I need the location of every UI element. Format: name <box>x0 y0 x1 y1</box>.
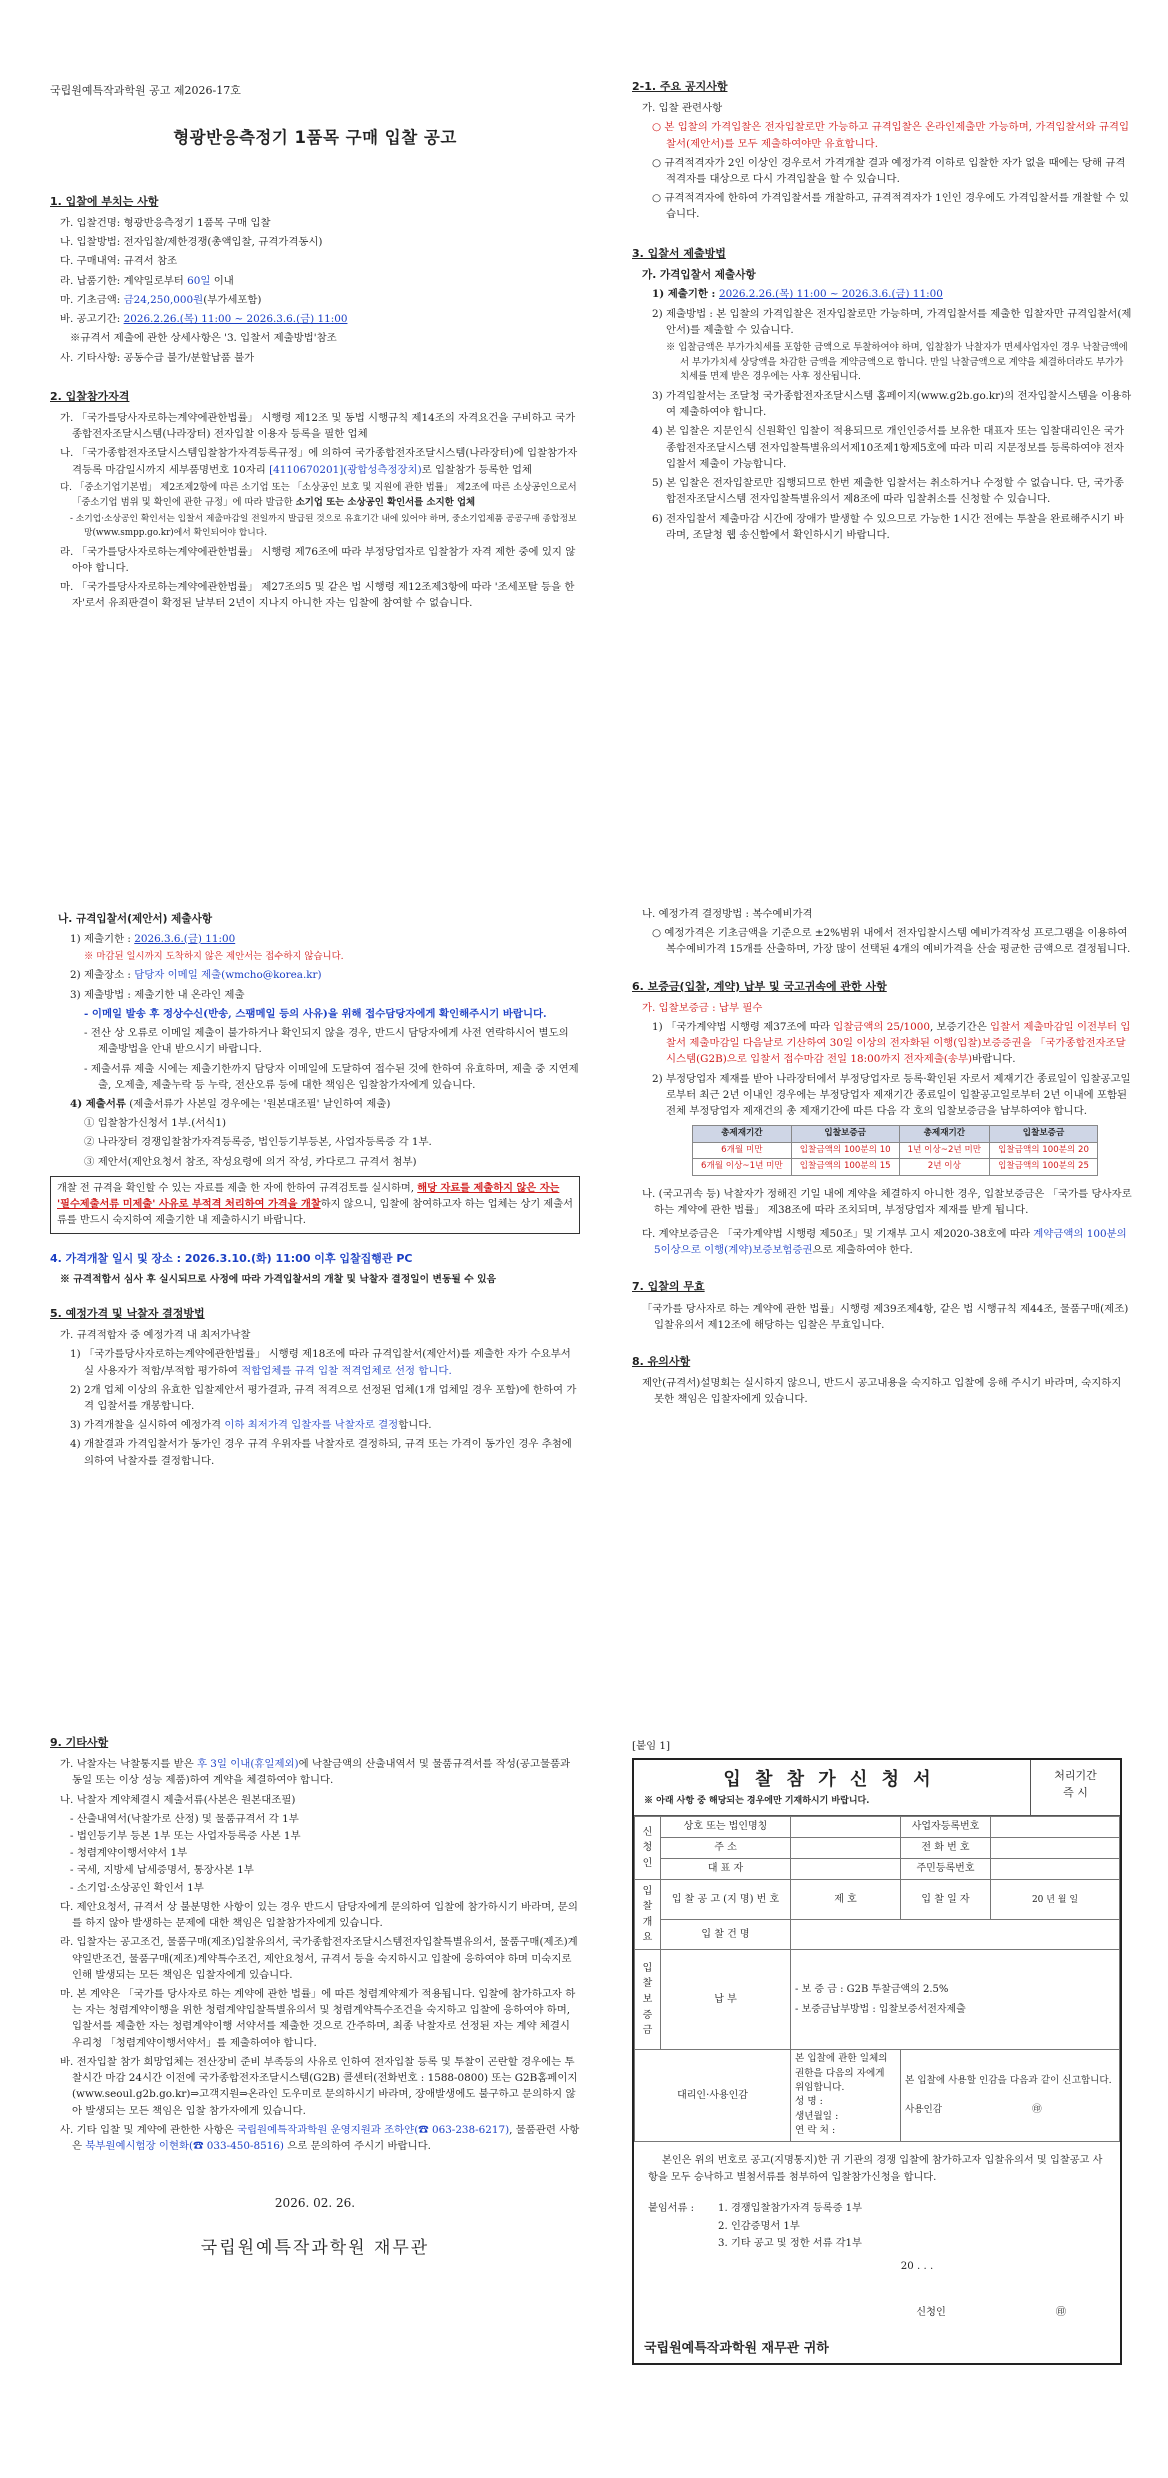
s5-item-b-detail: ○ 예정가격은 기초금액을 기준으로 ±2%범위 내에서 전자입찰시스템 예비가격작성 프로그램을 이용하여 복수예비가격 15개를 산출하며, 가장 많이 선택된 4개의 예비가격을 산술 평균한 금액으로 결정됩니다. <box>652 927 1131 956</box>
form-date: 20 . . . <box>900 2261 934 2273</box>
s3b-p4: 4) 제출서류 (제출서류가 사본일 경우에는 '원본대조필' 날인하여 제출) <box>70 1097 391 1110</box>
table-header: 총제재기간 <box>899 1126 989 1142</box>
s5-p1: 1) 「국가를당사자로하는계약에관한법률」 시행령 제18조에 따라 규격입찰서(제안서)를 제출한 자가 수요부서 실 사용자가 적합/부적합 평가하여 적합업체를 규격 입찰 적격업체로 선정 합니다. <box>70 1348 571 1377</box>
form-field-value[interactable] <box>991 1817 1120 1838</box>
document-title: 형광반응측정기 1품목 구매 입찰 공고 <box>173 128 457 148</box>
s6-item-a: 가. 입찰보증금 : 납부 필수 <box>642 1001 763 1014</box>
s9-item-b: 나. 낙찰자 계약체결시 제출서류(사본은 원본대조필) <box>60 1793 296 1806</box>
page-3 <box>0 1652 1168 2478</box>
s4-note: ※ 규격적합서 심사 후 실시되므로 사정에 따라 가격입찰서의 개찰 및 낙찰자 결정일이 변동될 수 있음 <box>60 1273 497 1285</box>
form-field-value[interactable]: 20 년 월 일 <box>991 1880 1120 1920</box>
s1-item-c: 다. 구매내역: 규격서 참조 <box>60 255 178 268</box>
table-row: 6개월 미만 입찰금액의 100분의 10 1년 이상~2년 미만 입찰금액의 100분의 20 <box>693 1142 1098 1158</box>
form-addressee: 국립원예특작과학원 재무관 귀하 <box>644 2340 829 2356</box>
page-1 <box>0 0 1168 826</box>
section-1-heading: 1. 입찰에 부치는 사항 <box>50 194 159 208</box>
s9-item-g: 사. 기타 입찰 및 계약에 관한한 사항은 국립원예특작과학원 운영지원과 조하얀(☎ 063-238-6217), 물품관련 사항은 북부원예시험장 이현화(☎ 033-450-8516) 으로 문의하여 주시기 바랍니다. <box>60 2123 580 2152</box>
s8-text: 제안(규격서)설명회는 실시하지 않으니, 반드시 공고내용을 숙지하고 입찰에 응해 주시기 바라며, 숙지하지 못한 책임은 입찰자에게 있습니다. <box>642 1377 1122 1406</box>
form-field-value[interactable] <box>791 1859 901 1880</box>
page-2 <box>0 826 1168 1652</box>
applicant-seal-mark: ㊞ <box>1055 2306 1066 2318</box>
attachment-label: [붙임 1] <box>632 1740 671 1752</box>
form-declaration <box>634 2142 1120 2331</box>
bid-overview-group-label: 입찰 개요 <box>635 1880 661 1950</box>
s3b-p1: 1) 제출기한 : 2026.3.6.(금) 11:00 <box>70 932 236 945</box>
s3b-p3-bullet-3: - 제출서류 제출 시에는 제출기한까지 담당자 이메일에 도달하여 접수된 것에 한하여 유효하며, 제출 중 지연제출, 오제출, 제출누락 등 누락, 전산오류 등에 대한 책임은 입찰참가자에게 있습니다. <box>84 1062 579 1091</box>
form-field-label: 전 화 번 호 <box>901 1838 991 1859</box>
s3-p1: 1) 제출기한 : 2026.2.26.(목) 11:00 ~ 2026.3.6.(금) 11:00 <box>652 288 943 301</box>
table-header: 총제재기간 <box>693 1126 792 1142</box>
s2-item-c: 다. 「중소기업기본법」 제2조제2항에 따른 소기업 또는 「소상공인 보호 및 지원에 관한 법률」 제2조에 따른 소상공인으로서 「중소기업 범위 및 확인에 관한 규정」에 따라 발급한 소기업 또는 소상공인 확인서를 소지한 업체 <box>60 481 577 508</box>
deposit-group-label: 입찰 보증금 <box>635 1950 661 2050</box>
form-field-value[interactable] <box>791 1920 1120 1950</box>
form-field-label: 납 부 <box>661 1950 791 2050</box>
applicant-group-label: 신 청 인 <box>635 1817 661 1880</box>
page3-right-column <box>632 1738 1132 2365</box>
section-7-heading: 7. 입찰의 무효 <box>632 1280 705 1294</box>
section-9-heading: 9. 기타사항 <box>50 1736 109 1749</box>
page2-left-column <box>50 906 580 1472</box>
s6-p2: 2) 부정당업자 제재를 받아 나라장터에서 부정당업자로 등록·확인된 자로서 제재기간 종료일이 입찰공고일로부터 최근 2년 이내인 경우에는 부정당업자 제재기간 종료일이 입찰공고일로부터 2년 이내에 포함된 전체 부정당업자 제재건의 총 제재기간에 따른 다음 각 호의 입찰보증금을 납부하여야 합니다. <box>652 1072 1131 1118</box>
s9-doc-3: - 청렴계약이행서약서 1부 <box>70 1847 188 1860</box>
section-3-heading: 3. 입찰서 제출방법 <box>632 246 726 260</box>
section-4-heading: 4. 가격개찰 일시 및 장소 : 2026.3.10.(화) 11:00 이후 입찰집행관 PC <box>50 1251 413 1265</box>
s21-notice-1: ○ 본 입찰의 가격입찰은 전자입찰로만 가능하고 규격입찰은 온라인제출만 가능하며, 가격입찰서와 규격입찰서(제안서)를 모두 제출하여야만 유효합니다. <box>652 121 1129 150</box>
s1-item-d: 라. 납품기한: 계약일로부터 60일 이내 <box>60 274 234 287</box>
section-2-heading: 2. 입찰참가자격 <box>50 389 130 403</box>
form-field-label: 주 소 <box>661 1838 791 1859</box>
issuing-office: 국립원예특작과학원 재무관 <box>200 2237 430 2258</box>
form-field-value[interactable] <box>991 1838 1120 1859</box>
form-field-label: 주민등록번호 <box>901 1859 991 1880</box>
s3b-p4-3: ③ 제안서(제안요청서 참조, 작성요령에 의거 작성, 카다로그 규격서 첨부) <box>84 1155 417 1168</box>
s1-item-f: 바. 공고기간: 2026.2.26.(목) 11:00 ~ 2026.3.6.(금) 11:00 <box>60 313 348 326</box>
section-2-1-heading: 2-1. 주요 공지사항 <box>632 80 728 93</box>
table-header: 입찰보증금 <box>990 1126 1098 1142</box>
s1-item-g: 사. 기타사항: 공동수급 불가/분할납품 불가 <box>60 351 255 364</box>
s6-item-b: 나. (국고귀속 등) 낙찰자가 정해진 기일 내에 계약을 체결하지 아니한 경우, 입찰보증금은 「국가를 당사자로 하는 계약에 관한 법률」 제38조에 따라 조치되며, 부정당업자 제재를 받게 됩니다. <box>642 1187 1132 1216</box>
form-table <box>634 1816 1120 2141</box>
form-field-value[interactable] <box>991 1859 1120 1880</box>
form-field-label: 입 찰 일 자 <box>901 1880 991 1920</box>
proxy-group-label: 대리인·사용인감 <box>635 2050 791 2141</box>
s3-sub-a: 가. 가격입찰서 제출사항 <box>642 268 756 281</box>
page2-right-column <box>632 906 1132 1411</box>
section-6-heading: 6. 보증금(입찰, 계약) 납부 및 국고귀속에 관한 사항 <box>632 979 887 993</box>
form-field-label: 상호 또는 법인명칭 <box>661 1817 791 1838</box>
s1-item-e: 마. 기초금액: 금24,250,000원(부가세포함) <box>60 293 262 306</box>
deposit-details: - 보 증 금 : G2B 투찰금액의 2.5% - 보증금납부방법 : 입찰보증서전자제출 <box>791 1950 1120 2050</box>
s21-notice-2: ○ 규격적격자가 2인 이상인 경우로서 가격개찰 결과 예정가격 이하로 입찰한 자가 없을 때에는 당해 규격적격자를 대상으로 다시 가격입찰을 할 수 있습니다. <box>652 156 1126 186</box>
s2-item-e: 마. 「국가를당사자로하는계약에관한법률」 제27조의5 및 같은 법 시행령 제12조제3항에 따라 '조세포탈 등을 한 자'로서 유죄판결이 확정된 날부터 2년이 지나지 아니한 자는 입찰에 참여할 수 없습니다. <box>60 581 575 610</box>
table-header: 입찰보증금 <box>791 1126 899 1142</box>
table-row: 6개월 이상~1년 미만 입찰금액의 100분의 15 2년 이상 입찰금액의 100분의 25 <box>693 1159 1098 1175</box>
form-field-label: 사업자등록번호 <box>901 1817 991 1838</box>
declaration-text: 본인은 위의 번호로 공고(지명통지)한 귀 기관의 경쟁 입찰에 참가하고자 입찰유의서 및 입찰공고 사항을 모두 승낙하고 별첨서류를 첨부하여 입찰참가신청을 합니다. <box>648 2154 1103 2183</box>
seal-details: 본 입찰에 사용할 인감을 다음과 같이 신고합니다. 사용인감 ㊞ <box>901 2050 1120 2141</box>
s9-doc-1: - 산출내역서(낙찰가로 산정) 및 물품규격서 각 1부 <box>70 1812 299 1825</box>
form-field-label: 입 찰 건 명 <box>661 1920 791 1950</box>
form-field-label: 입 찰 공 고 (지 명) 번 호 <box>661 1880 791 1920</box>
form-field-value[interactable] <box>791 1838 901 1859</box>
s1-item-f-note: ※규격서 제출에 관한 상세사항은 '3. 입찰서 제출방법'참조 <box>70 332 337 345</box>
bid-application-form <box>632 1758 1122 2365</box>
s5-item-b: 나. 예정가격 결정방법 : 복수예비가격 <box>642 908 813 920</box>
s21-notice-3: ○ 규격적격자에 한하여 가격입찰서를 개찰하고, 규격적격자가 1인인 경우에도 가격입찰서를 개찰할 수 있습니다. <box>652 192 1129 221</box>
s9-item-d: 라. 입찰자는 공고조건, 물품구매(제조)입찰유의서, 국가종합전자조달시스템전자입찰특별유의서, 물품구매(제조)계약일반조건, 물품구매(제조)계약특수조건, 제안요청서, 규격서 등을 숙지하시고 입찰에 응하여야 하며 미숙지로 인해 발생되는 모든 책임은 입찰자에게 있습니다. <box>60 1936 578 1981</box>
s6-p1: 1) 「국가계약법 시행령 제37조에 따라 입찰금액의 25/1000, 보증기간은 입찰서 제출마감일 이전부터 입찰서 제출마감일 다음날로 기산하여 30일 이상의 전자화된 이행(입찰)보증증권을 「국가종합전자조달시스템(G2B)으로 입찰서 접수마감 전일 18:00까지 전자제출(송부)바랍니다. <box>652 1021 1131 1066</box>
s3-p2: 2) 제출방법 : 본 입찰의 가격입찰은 전자입찰로만 가능하며, 가격입찰서를 제출한 입찰자만 규격입찰서(제안서)를 제출할 수 있습니다. <box>652 307 1132 336</box>
s3b-p1-note: ※ 마감된 일시까지 도착하지 않은 제안서는 접수하지 않습니다. <box>84 950 344 962</box>
s9-item-e: 마. 본 계약은 「국가를 당사자로 하는 계약에 관한 법률」에 따른 청렴계약제가 적용됩니다. 입찰에 참가하고자 하는 자는 청렴계약이행을 위한 청렴계약입찰특별유의서 및 청렴계약특수조건을 숙지하고 입찰에 응하여야 하며, 입찰서를 제출한 자는 청렴계약이행 서약서를 제출한 것으로 간주하며, 최종 낙찰자로 선정된 자는 계약 체결시 우리청 「청렴계약이행서약서」를 제출하여야 합니다. <box>60 1988 576 2049</box>
s3b-p3-bullet-2: - 전산 상 오류로 이메일 제출이 불가하거나 확인되지 않을 경우, 반드시 담당자에게 사전 연락하시어 별도의 제출방법을 안내 받으시기 바랍니다. <box>84 1027 569 1056</box>
proxy-details: 본 입찰에 관한 일체의 권한을 다음의 자에게 위임합니다. 성 명 : 생년월일 : 연 락 처 : <box>791 2050 901 2141</box>
s9-item-a: 가. 낙찰자는 낙찰통지를 받은 후 3일 이내(휴일제외)에 낙찰금액의 산출내역서 및 물품규격서를 작성(공고물품과 동일 또는 이상 성능 제품)하여 계약을 체결하여야 합니다. <box>60 1758 571 1787</box>
form-note: ※ 아래 사항 중 해당되는 경우에만 기재하시기 바랍니다. <box>644 1796 870 1807</box>
s9-doc-2: - 법인등기부 등본 1부 또는 사업자등록증 사본 1부 <box>70 1830 301 1843</box>
s3b-p4-1: ① 입찰참가신청서 1부.(서식1) <box>84 1117 227 1130</box>
s2-item-c-note: - 소기업·소상공인 확인서는 입찰서 제출마감일 전일까지 발급된 것으로 유효기간 내에 있어야 하며, 중소기업제품 공공구매 종합정보망(www.smpp.go.kr)에서 확인되어야 합니다. <box>70 514 577 538</box>
s3-p4: 4) 본 입찰은 지문인식 신원확인 입찰이 적용되므로 개인인증서를 보유한 대표자 또는 입찰대리인은 국가종합전자조달시스템 전자입찰특별유의서제10조제1항제5호에 따라 미리 지문정보를 등록하여야 전자입찰서 제출이 가능합니다. <box>652 425 1124 470</box>
s3b-p2: 2) 제출장소 : 담당자 이메일 제출(wmcho@korea.kr) <box>70 969 322 982</box>
s2-item-a: 가. 「국가를당사자로하는계약에관한법률」 시행령 제12조 및 동법 시행규칙 제14조의 자격요건을 구비하고 국가종합전자조달시스템(나라장터) 전자입찰 이용자 등록을 필한 업체 <box>60 411 576 441</box>
s7-text: 「국가를 당사자로 하는 계약에 관한 법률」시행령 제39조제4항, 같은 법 시행규칙 제44조, 물품구매(제조)입찰유의서 제12조에 해당하는 입찰은 무효입니다. <box>642 1302 1129 1331</box>
s3b-p4-2: ② 나라장터 경쟁입찰참가자격등록증, 법인등기부등본, 사업자등록증 각 1부. <box>84 1136 432 1149</box>
notice-date: 2026. 02. 26. <box>274 2196 356 2211</box>
s9-doc-5: - 소기업·소상공인 확인서 1부 <box>70 1881 204 1894</box>
notice-number: 국립원예특작과학원 공고 제2026-17호 <box>50 84 241 97</box>
s3-p6: 6) 전자입찰서 제출마감 시간에 장애가 발생할 수 있으므로 가능한 1시간 전에는 투찰을 완료해주시기 바라며, 조달청 웹 송신함에서 확인하시기 바랍니다. <box>652 512 1124 541</box>
s2-item-b: 나. 「국가종합전자조달시스템입찰참가자격등록규정」에 의하여 국가종합전자조달시스템(나라장터)에 입찰참가자격등록 마감일시까지 세부품명번호 10자리 [4110670201](광합성측정장치)로 입찰참가 등록한 업체 <box>60 447 578 476</box>
form-title: 입 찰 참 가 신 청 서 <box>723 1769 935 1791</box>
section-8-heading: 8. 유의사항 <box>632 1355 691 1369</box>
s3-p2-note: ※ 입찰금액은 부가가치세를 포함한 금액으로 투찰하여야 하며, 입찰참가 낙찰자가 면세사업자인 경우 낙찰금액에서 부가가치세 상당액을 차감한 금액을 계약금액으로 합니다. 만일 낙찰금액으로 계약을 체결하더라도 부가가치세를 면제 받은 경우에는 사후 정산됩니다. <box>666 342 1128 383</box>
s3-p5: 5) 본 입찰은 전자입찰로만 집행되므로 한번 제출한 입찰서는 취소하거나 수정할 수 없습니다. 단, 국가종합전자조달시스템 전자입찰특별유의서 제8조에 따라 입찰취소를 신청할 수 있습니다. <box>652 477 1124 506</box>
form-field-label: 대 표 자 <box>661 1859 791 1880</box>
s21-item-a: 가. 입찰 관련사항 <box>642 102 723 115</box>
s3-sub-b: 나. 규격입찰서(제안서) 제출사항 <box>58 913 213 925</box>
page3-left-column <box>50 1734 580 2261</box>
page1-right-column <box>632 78 1132 546</box>
s1-item-a: 가. 입찰건명: 형광반응측정기 1품목 구매 입찰 <box>60 217 271 230</box>
s9-item-c: 다. 제안요청서, 규격서 상 불분명한 사항이 있는 경우 반드시 담당자에게 문의하여 입찰에 참가하시기 바라며, 문의를 하지 않아 발생하는 문제에 대한 책임은 입찰참가자에게 있습니다. <box>60 1900 578 1930</box>
s5-p4: 4) 개찰결과 가격입찰서가 동가인 경우 규격 우위자를 낙찰자로 결정하되, 규격 또는 가격이 동가인 경우 추첨에 의하여 낙찰자를 결정합니다. <box>70 1438 572 1467</box>
attachments-list: 붙임서류 : 1. 경쟁입찰참가자격 등록증 1부 2. 인감증명서 1부 3. 기타 공고 및 정한 서류 각1부 <box>648 2203 863 2249</box>
s3b-p3-bullet-1: - 이메일 발송 후 정상수신(반송, 스팸메일 등의 사유)을 위해 접수담당자에게 확인해주시기 바랍니다. <box>84 1007 547 1020</box>
s9-doc-4: - 국세, 지방세 납세증명서, 통장사본 1부 <box>70 1864 254 1877</box>
page1-left-column <box>50 82 580 614</box>
applicant-signature: 신청인 ㊞ <box>916 2306 1066 2318</box>
s5-item-a: 가. 규격적합자 중 예정가격 내 최저가낙찰 <box>60 1329 251 1342</box>
s5-p3: 3) 가격개찰을 실시하여 예정가격 이하 최저가격 입찰자를 낙찰자로 결정합니다. <box>70 1419 432 1432</box>
s2-item-d: 라. 「국가를당사자로하는계약에관한법률」 시행령 제76조에 따라 부정당업자로 입찰참가 자격 제한 중에 있지 않아야 합니다. <box>60 545 576 574</box>
s9-item-f: 바. 전자입찰 참가 희망업체는 전산장비 준비 부족등의 사유로 인하여 전자입찰 등록 및 투찰이 곤란할 경우에는 투찰시간 마감 24시간 이전에 국가종합전자조달시스템(G2B) 콜센터(전화번호 : 1588-0800) 또는 G2B홈페이지(www.seoul.g2b.go.kr)⇒고객지원⇒온라인 도우미로 문의하시기 바라며, 장애발생에도 불구하고 문의하지 않아 발생되는 모든 책임은 입찰 참가자에게 있습니다. <box>60 2055 578 2117</box>
section-5-heading: 5. 예정가격 및 낙찰자 결정방법 <box>50 1306 205 1320</box>
warning-box: 개찰 전 규격을 확인할 수 있는 자료를 제출 한 자에 한하여 규격검토를 실시하며, 해당 자료를 제출하지 않은 자는 '필수제출서류 미제출' 사유로 부적격 처리하여 가격을 개찰하지 않으니, 입찰에 참여하고자 하는 업체는 상기 제출서류를 반드시 숙지하여 제출기한 내 제출하시기 바랍니다. <box>50 1176 580 1234</box>
form-header <box>634 1760 1120 1816</box>
form-field-value[interactable]: 제 호 <box>791 1880 901 1920</box>
seal-mark: ㊞ <box>1032 2104 1042 2116</box>
s6-item-c: 다. 계약보증금은 「국가계약법 시행령 제50조」및 기재부 고시 제2020-38호에 따라 계약금액의 100분의 5이상으로 이행(계약)보증보험증권으로 제출하여야 한다. <box>642 1228 1127 1257</box>
s1-item-b: 나. 입찰방법: 전자입찰/제한경쟁(총액입찰, 규격가격동시) <box>60 236 323 249</box>
s3b-p3: 3) 제출방법 : 제출기한 내 온라인 제출 <box>70 988 245 1001</box>
sanction-deposit-table <box>692 1125 1098 1175</box>
processing-period: 처리기간 즉 시 <box>1030 1760 1120 1816</box>
form-field-value[interactable] <box>791 1817 901 1838</box>
s5-p2: 2) 2개 업체 이상의 유효한 입찰제안서 평가결과, 규격 적격으로 선정된 업체(1개 업체일 경우 포함)에 한하여 가격 입찰서를 개봉합니다. <box>70 1383 577 1412</box>
s3-p3: 3) 가격입찰서는 조달청 국가종합전자조달시스템 홈페이지(www.g2b.go.kr)의 전자입찰시스템을 이용하여 제출하여야 합니다. <box>652 390 1132 419</box>
